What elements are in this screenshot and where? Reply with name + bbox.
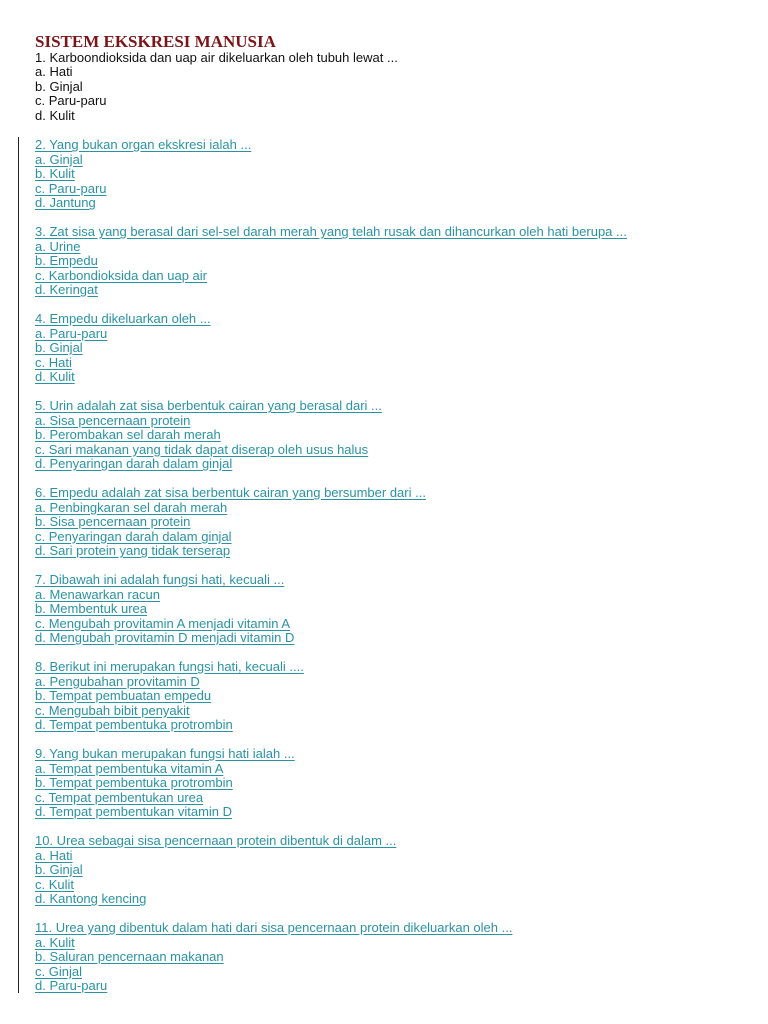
question-2-option-a-link[interactable]: a. Ginjal xyxy=(35,151,83,167)
question-9-option-a-link[interactable]: a. Tempat pembentuka vitamin A xyxy=(35,760,224,776)
question-2-line xyxy=(35,138,755,153)
question-11-option-b-line xyxy=(35,950,755,965)
revision-change-bar xyxy=(18,137,19,993)
question-11-link[interactable]: 11. Urea yang dibentuk dalam hati dari sisa pencernaan protein dikeluarkan oleh ... xyxy=(35,920,513,935)
question-2-option-b-link[interactable]: b. Kulit xyxy=(35,166,75,181)
question-11-option-d-line xyxy=(35,979,755,994)
question-6-link[interactable]: 6. Empedu adalah zat sisa berbentuk cairan yang bersumber dari ... xyxy=(35,485,426,500)
question-4-option-b-link[interactable]: b. Ginjal xyxy=(35,340,83,355)
question-4-option-d-line xyxy=(35,370,755,385)
question-4-option-c-link[interactable]: c. Hati xyxy=(35,354,72,370)
question-11-block xyxy=(35,921,755,994)
question-4-line xyxy=(35,312,755,327)
question-11-option-d-link[interactable]: d. Paru-paru xyxy=(35,978,108,993)
question-2-option-d-link[interactable]: d. Jantung xyxy=(35,195,96,210)
question-4-option-d-link[interactable]: d. Kulit xyxy=(35,369,75,384)
question-2-option-b-line xyxy=(35,167,755,182)
question-7-option-c-line xyxy=(35,617,755,632)
question-5-block xyxy=(35,399,755,472)
question-7-option-b-link[interactable]: b. Membentuk urea xyxy=(35,601,148,616)
question-6-option-d-line xyxy=(35,544,755,559)
question-5-option-a-link[interactable]: a. Sisa pencernaan protein xyxy=(35,412,191,428)
question-4-block xyxy=(35,312,755,385)
question-3-option-c-line xyxy=(35,269,755,284)
question-7-link[interactable]: 7. Dibawah ini adalah fungsi hati, kecuali ... xyxy=(35,572,285,587)
question-8-option-c-line xyxy=(35,704,755,719)
question-10-option-d-line xyxy=(35,892,755,907)
question-4-option-a-line xyxy=(35,327,755,342)
question-5-link[interactable]: 5. Urin adalah zat sisa berbentuk cairan yang berasal dari ... xyxy=(35,398,382,413)
document-title: SISTEM EKSKRESI MANUSIA xyxy=(35,32,276,51)
question-10-option-c-line xyxy=(35,878,755,893)
question-11-option-a-line xyxy=(35,936,755,951)
question-4-option-c-line xyxy=(35,356,755,371)
question-3-link[interactable]: 3. Zat sisa yang berasal dari sel-sel darah merah yang telah rusak dan dihancurkan oleh hati berupa ... xyxy=(35,224,627,239)
question-6-option-a-line xyxy=(35,501,755,516)
question-6-option-b-link[interactable]: b. Sisa pencernaan protein xyxy=(35,514,191,529)
question-8-option-c-link[interactable]: c. Mengubah bibit penyakit xyxy=(35,702,190,718)
question-9-option-d-line xyxy=(35,805,755,820)
question-3-option-a-link[interactable]: a. Urine xyxy=(35,238,81,254)
question-11-option-a-link[interactable]: a. Kulit xyxy=(35,934,75,950)
question-9-option-d-link[interactable]: d. Tempat pembentukan vitamin D xyxy=(35,804,233,819)
question-9-block xyxy=(35,747,755,820)
question-10-option-a-link[interactable]: a. Hati xyxy=(35,847,73,863)
question-11-line xyxy=(35,921,755,936)
question-7-line xyxy=(35,573,755,588)
question-4-option-a-link[interactable]: a. Paru-paru xyxy=(35,325,108,341)
question-5-option-d-line xyxy=(35,457,755,472)
question-7-option-c-link[interactable]: c. Mengubah provitamin A menjadi vitamin A xyxy=(35,615,291,631)
question-2-option-a-line xyxy=(35,153,755,168)
question-9-option-c-line xyxy=(35,791,755,806)
question-4-link[interactable]: 4. Empedu dikeluarkan oleh ... xyxy=(35,311,211,326)
question-8-option-d-line xyxy=(35,718,755,733)
question-8-option-a-line xyxy=(35,675,755,690)
question-11-option-b-link[interactable]: b. Saluran pencernaan makanan xyxy=(35,949,224,964)
question-7-option-d-link[interactable]: d. Mengubah provitamin D menjadi vitamin D xyxy=(35,630,295,645)
question-1-option-d: d. Kulit xyxy=(35,107,75,123)
question-4-option-b-line xyxy=(35,341,755,356)
question-3-option-b-link[interactable]: b. Empedu xyxy=(35,253,98,268)
question-10-link[interactable]: 10. Urea sebagai sisa pencernaan protein dibentuk di dalam ... xyxy=(35,833,397,848)
question-6-option-c-link[interactable]: c. Penyaringan darah dalam ginjal xyxy=(35,528,232,544)
question-5-option-c-link[interactable]: c. Sari makanan yang tidak dapat diserap oleh usus halus xyxy=(35,441,369,457)
question-3-option-d-link[interactable]: d. Keringat xyxy=(35,282,98,297)
question-8-link[interactable]: 8. Berikut ini merupakan fungsi hati, kecuali .... xyxy=(35,659,304,674)
question-7-option-a-line xyxy=(35,588,755,603)
question-10-option-c-link[interactable]: c. Kulit xyxy=(35,876,75,892)
question-9-option-b-line xyxy=(35,776,755,791)
question-9-link[interactable]: 9. Yang bukan merupakan fungsi hati ialah ... xyxy=(35,746,295,761)
question-10-option-a-line xyxy=(35,849,755,864)
question-7-block xyxy=(35,573,755,646)
question-3-option-b-line xyxy=(35,254,755,269)
question-5-option-b-line xyxy=(35,428,755,443)
question-2-link[interactable]: 2. Yang bukan organ ekskresi ialah ... xyxy=(35,137,252,152)
question-1-option-b: b. Ginjal xyxy=(35,78,83,94)
question-9-option-b-link[interactable]: b. Tempat pembentuka protrombin xyxy=(35,775,233,790)
question-10-line xyxy=(35,834,755,849)
question-8-block xyxy=(35,660,755,733)
question-9-option-a-line xyxy=(35,762,755,777)
question-2-option-c-link[interactable]: c. Paru-paru xyxy=(35,180,107,196)
question-5-line xyxy=(35,399,755,414)
question-9-option-c-link[interactable]: c. Tempat pembentukan urea xyxy=(35,789,204,805)
question-7-option-a-link[interactable]: a. Menawarkan racun xyxy=(35,586,161,602)
question-8-option-b-line xyxy=(35,689,755,704)
question-1-text: 1. Karboondioksida dan uap air dikeluarkan oleh tubuh lewat ... xyxy=(35,50,398,65)
question-10-option-b-link[interactable]: b. Ginjal xyxy=(35,862,83,877)
question-5-option-b-link[interactable]: b. Perombakan sel darah merah xyxy=(35,427,221,442)
question-10-option-d-link[interactable]: d. Kantong kencing xyxy=(35,891,147,906)
question-5-option-c-line xyxy=(35,443,755,458)
question-3-option-d-line xyxy=(35,283,755,298)
question-11-option-c-link[interactable]: c. Ginjal xyxy=(35,963,82,979)
question-9-line xyxy=(35,747,755,762)
question-1-option-c: c. Paru-paru xyxy=(35,93,107,109)
question-6-option-d-link[interactable]: d. Sari protein yang tidak terserap xyxy=(35,543,231,558)
question-3-block xyxy=(35,225,755,298)
question-3-option-a-line xyxy=(35,240,755,255)
question-10-option-b-line xyxy=(35,863,755,878)
question-1-block xyxy=(35,51,398,123)
question-6-option-a-link[interactable]: a. Penbingkaran sel darah merah xyxy=(35,499,228,515)
question-6-option-b-line xyxy=(35,515,755,530)
question-7-option-b-line xyxy=(35,602,755,617)
question-7-option-d-line xyxy=(35,631,755,646)
question-6-line xyxy=(35,486,755,501)
question-8-line xyxy=(35,660,755,675)
question-6-option-c-line xyxy=(35,530,755,545)
question-3-line xyxy=(35,225,755,240)
question-2-option-c-line xyxy=(35,182,755,197)
question-5-option-a-line xyxy=(35,414,755,429)
question-3-option-c-link[interactable]: c. Karbondioksida dan uap air xyxy=(35,267,208,283)
question-10-block xyxy=(35,834,755,907)
question-6-block xyxy=(35,486,755,559)
question-11-option-c-line xyxy=(35,965,755,980)
question-2-option-d-line xyxy=(35,196,755,211)
question-2-block xyxy=(35,138,755,211)
question-1-option-a: a. Hati xyxy=(35,64,73,80)
question-8-option-b-link[interactable]: b. Tempat pembuatan empedu xyxy=(35,688,212,703)
linked-question-list xyxy=(35,138,755,1008)
question-5-option-d-link[interactable]: d. Penyaringan darah dalam ginjal xyxy=(35,456,233,471)
question-8-option-a-link[interactable]: a. Pengubahan provitamin D xyxy=(35,673,200,689)
question-8-option-d-link[interactable]: d. Tempat pembentuka protrombin xyxy=(35,717,233,732)
